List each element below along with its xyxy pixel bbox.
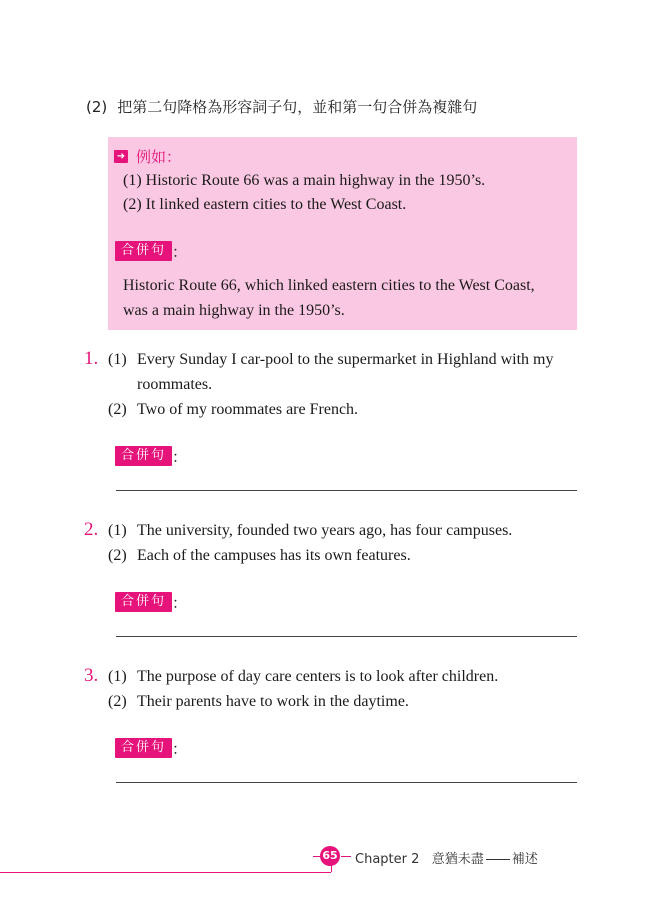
running-footer: [355, 848, 538, 867]
page-number: 65: [320, 846, 340, 866]
answer-line[interactable]: [116, 636, 577, 637]
exercise-sentence-num: (1): [108, 668, 127, 685]
section-number: (2): [86, 98, 108, 116]
footer-chapter: Chapter 2: [355, 852, 420, 867]
exercise-sentence-num: (1): [108, 522, 127, 539]
footer-rule: [0, 872, 331, 873]
combined-badge: 合併句: [115, 241, 172, 261]
exercise-sentence: The purpose of day care centers is to look after children.: [137, 668, 499, 685]
exercise-sentence: Their parents have to work in the daytime.: [137, 693, 409, 710]
footer-title-b: 補述: [511, 852, 538, 867]
example-combined-line-2: was a main highway in the 1950’s.: [123, 302, 345, 319]
footer-rule: [331, 864, 332, 872]
exercise-number: 3.: [84, 665, 99, 686]
footer-dash: [486, 859, 510, 860]
section-heading: [86, 96, 477, 117]
combined-badge: 合併句: [115, 738, 172, 758]
exercise-sentence: roommates.: [137, 376, 213, 393]
example-sentence-1: (1) Historic Route 66 was a main highway in the 1950’s.: [123, 172, 486, 189]
combined-colon: ：: [172, 740, 188, 758]
exercise-sentence: Two of my roommates are French.: [137, 401, 359, 418]
example-combined-line-1: Historic Route 66, which linked eastern cities to the West Coast,: [123, 277, 535, 294]
exercise-sentence-num: (2): [108, 693, 127, 710]
exercise-number: 2.: [84, 519, 99, 540]
footer-title-a: 意猶未盡: [431, 852, 484, 867]
exercise-sentence: The university, founded two years ago, has four campuses.: [137, 522, 513, 539]
combined-colon: ：: [172, 243, 188, 261]
exercise-sentence: Each of the campuses has its own features.: [137, 547, 411, 564]
combined-badge: 合併句: [115, 592, 172, 612]
example-label: [114, 146, 181, 167]
exercise-number: 1.: [84, 348, 99, 369]
footer-rule: [341, 856, 351, 857]
example-sentence-2: (2) It linked eastern cities to the West Coast.: [123, 196, 407, 213]
example-label-text: 例如：: [136, 148, 182, 166]
combined-colon: ：: [172, 448, 188, 466]
section-instruction: 把第二句降格為形容詞子句，並和第一句合併為複雜句: [117, 98, 478, 116]
combined-colon: ：: [172, 594, 188, 612]
exercise-sentence-num: (2): [108, 401, 127, 418]
exercise-sentence-num: (2): [108, 547, 127, 564]
right-arrow-box-icon: ➜: [114, 150, 128, 163]
exercise-sentence: Every Sunday I car-pool to the supermarket in Highland with my: [137, 351, 554, 368]
combined-badge: 合併句: [115, 446, 172, 466]
answer-line[interactable]: [116, 782, 577, 783]
answer-line[interactable]: [116, 490, 577, 491]
exercise-sentence-num: (1): [108, 351, 127, 368]
